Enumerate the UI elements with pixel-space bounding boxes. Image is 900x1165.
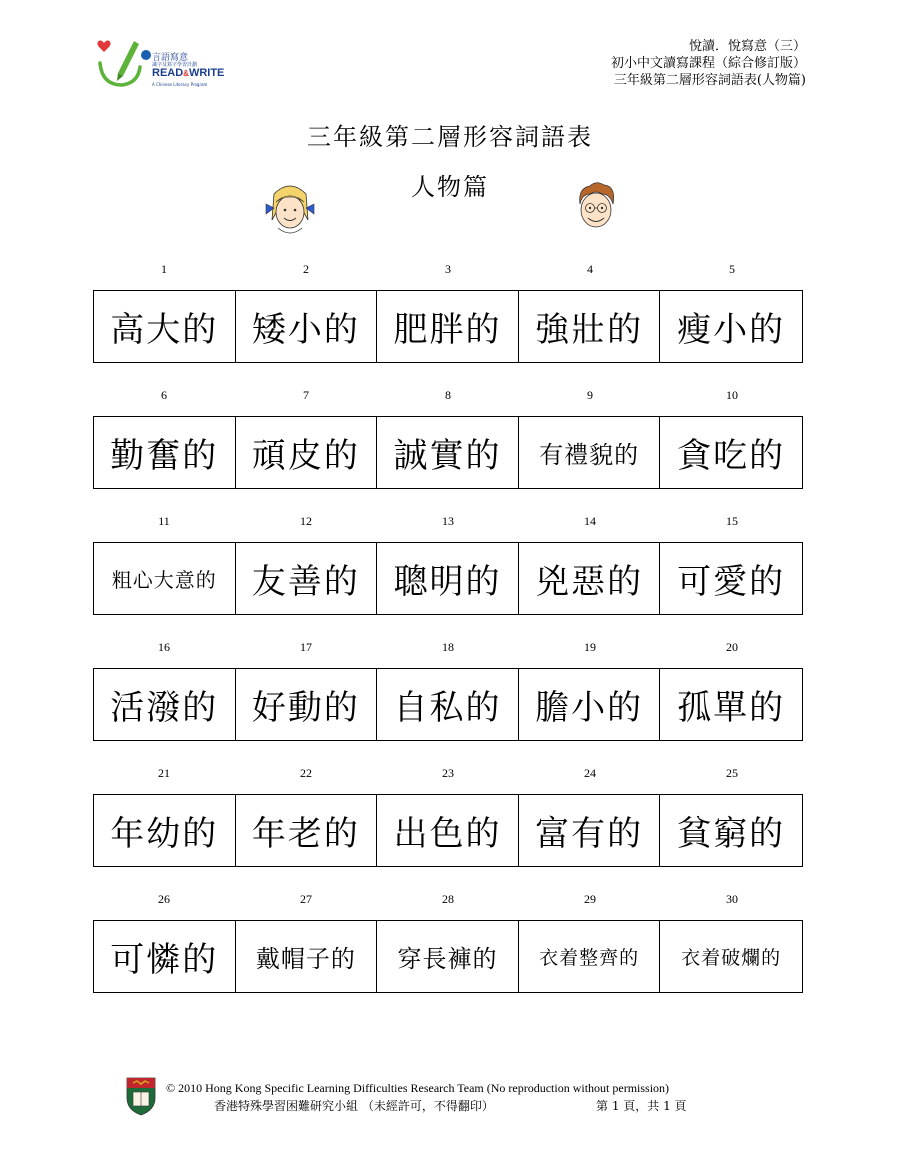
word-cell: 勤奮的 — [94, 417, 236, 488]
logo-tagline: 識字及寫字學習計劃 — [152, 62, 198, 68]
word-cell: 友善的 — [236, 543, 378, 614]
word-number: 27 — [300, 892, 312, 906]
word-cell: 好動的 — [236, 669, 378, 740]
logo-chinese-name: 言語寫意 — [152, 53, 189, 63]
word-number: 24 — [584, 766, 596, 780]
header-line-series: 悅讀．悅寫意（三） — [688, 39, 806, 54]
word-number: 2 — [303, 262, 309, 276]
word-number: 9 — [587, 388, 593, 402]
word-cell: 有禮貌的 — [519, 417, 661, 488]
logo-subtitle: A Chinese Literacy Program — [152, 82, 208, 87]
word-number: 13 — [442, 514, 454, 528]
word-number: 10 — [726, 388, 738, 402]
word-number: 22 — [300, 766, 312, 780]
word-cell: 活潑的 — [94, 669, 236, 740]
word-cell: 粗心大意的 — [94, 543, 236, 614]
word-cell: 高大的 — [94, 291, 236, 362]
read-and-write-logo — [96, 33, 236, 93]
word-cell: 瘦小的 — [677, 310, 786, 350]
word-cell: 穿長褲的 — [377, 921, 519, 992]
word-number: 11 — [158, 514, 170, 528]
word-row-5 — [93, 766, 803, 867]
word-number: 3 — [445, 262, 451, 276]
word-cell: 貪吃的 — [677, 436, 786, 476]
word-cell: 可愛的 — [677, 562, 786, 602]
word-cell: 衣着整齊的 — [519, 921, 661, 992]
word-number: 8 — [445, 388, 451, 402]
word-row-4 — [93, 640, 803, 741]
word-number: 28 — [442, 892, 454, 906]
boy-face-icon — [572, 180, 620, 232]
word-row-2 — [93, 388, 803, 489]
word-cell: 自私的 — [377, 669, 519, 740]
university-crest-icon — [125, 1076, 157, 1116]
word-number: 15 — [726, 514, 738, 528]
footer-page-number: 第 1 頁，共 1 頁 — [596, 1099, 687, 1113]
word-cell: 富有的 — [519, 795, 661, 866]
footer-copyright: © 2010 Hong Kong Specific Learning Difficulties Research Team (No reproduction without permission) — [166, 1081, 670, 1095]
word-cell: 頑皮的 — [236, 417, 378, 488]
header-line-doc: 三年級第二層形容詞語表(人物篇) — [613, 73, 806, 88]
word-cell: 戴帽子的 — [236, 921, 378, 992]
word-cell: 矮小的 — [236, 291, 378, 362]
word-cell: 可憐的 — [94, 921, 236, 992]
word-number: 18 — [442, 640, 454, 654]
word-number: 21 — [158, 766, 170, 780]
word-cell: 肥胖的 — [377, 291, 519, 362]
word-number: 1 — [161, 262, 167, 276]
footer-team-name: 香港特殊學習困難研究小組 （未經許可，不得翻印） — [214, 1099, 494, 1113]
word-cell: 衣着破爛的 — [681, 947, 782, 969]
word-number: 19 — [584, 640, 596, 654]
page-title: 三年級第二層形容詞語表 — [307, 123, 593, 151]
word-number: 5 — [729, 262, 735, 276]
word-number: 29 — [584, 892, 596, 906]
word-cell: 貧窮的 — [677, 814, 786, 854]
word-cell: 兇惡的 — [519, 543, 661, 614]
word-cell: 誠實的 — [377, 417, 519, 488]
word-cell: 孤單的 — [677, 688, 786, 728]
word-number: 14 — [584, 514, 596, 528]
word-number: 30 — [726, 892, 738, 906]
logo-english-name: READ&WRITE — [152, 67, 225, 79]
word-cell: 出色的 — [377, 795, 519, 866]
word-number: 7 — [303, 388, 309, 402]
word-row-1 — [93, 262, 803, 363]
word-cell: 強壯的 — [519, 291, 661, 362]
word-cell: 聰明的 — [377, 543, 519, 614]
header-line-course: 初小中文讀寫課程（綜合修訂版） — [610, 56, 806, 71]
word-number: 17 — [300, 640, 312, 654]
page-subtitle: 人物篇 — [411, 173, 489, 201]
word-cell: 年幼的 — [94, 795, 236, 866]
pencil-heart-icon — [96, 33, 152, 91]
word-cell: 年老的 — [236, 795, 378, 866]
header-info — [611, 38, 806, 89]
word-number: 20 — [726, 640, 738, 654]
word-number: 12 — [300, 514, 312, 528]
word-number: 4 — [587, 262, 593, 276]
word-row-6 — [93, 892, 803, 993]
word-row-3 — [93, 514, 803, 615]
girl-face-icon — [262, 180, 318, 240]
word-cell: 膽小的 — [519, 669, 661, 740]
word-number: 25 — [726, 766, 738, 780]
word-number: 6 — [161, 388, 167, 402]
word-number: 16 — [158, 640, 170, 654]
word-number: 26 — [158, 892, 170, 906]
word-number: 23 — [442, 766, 454, 780]
